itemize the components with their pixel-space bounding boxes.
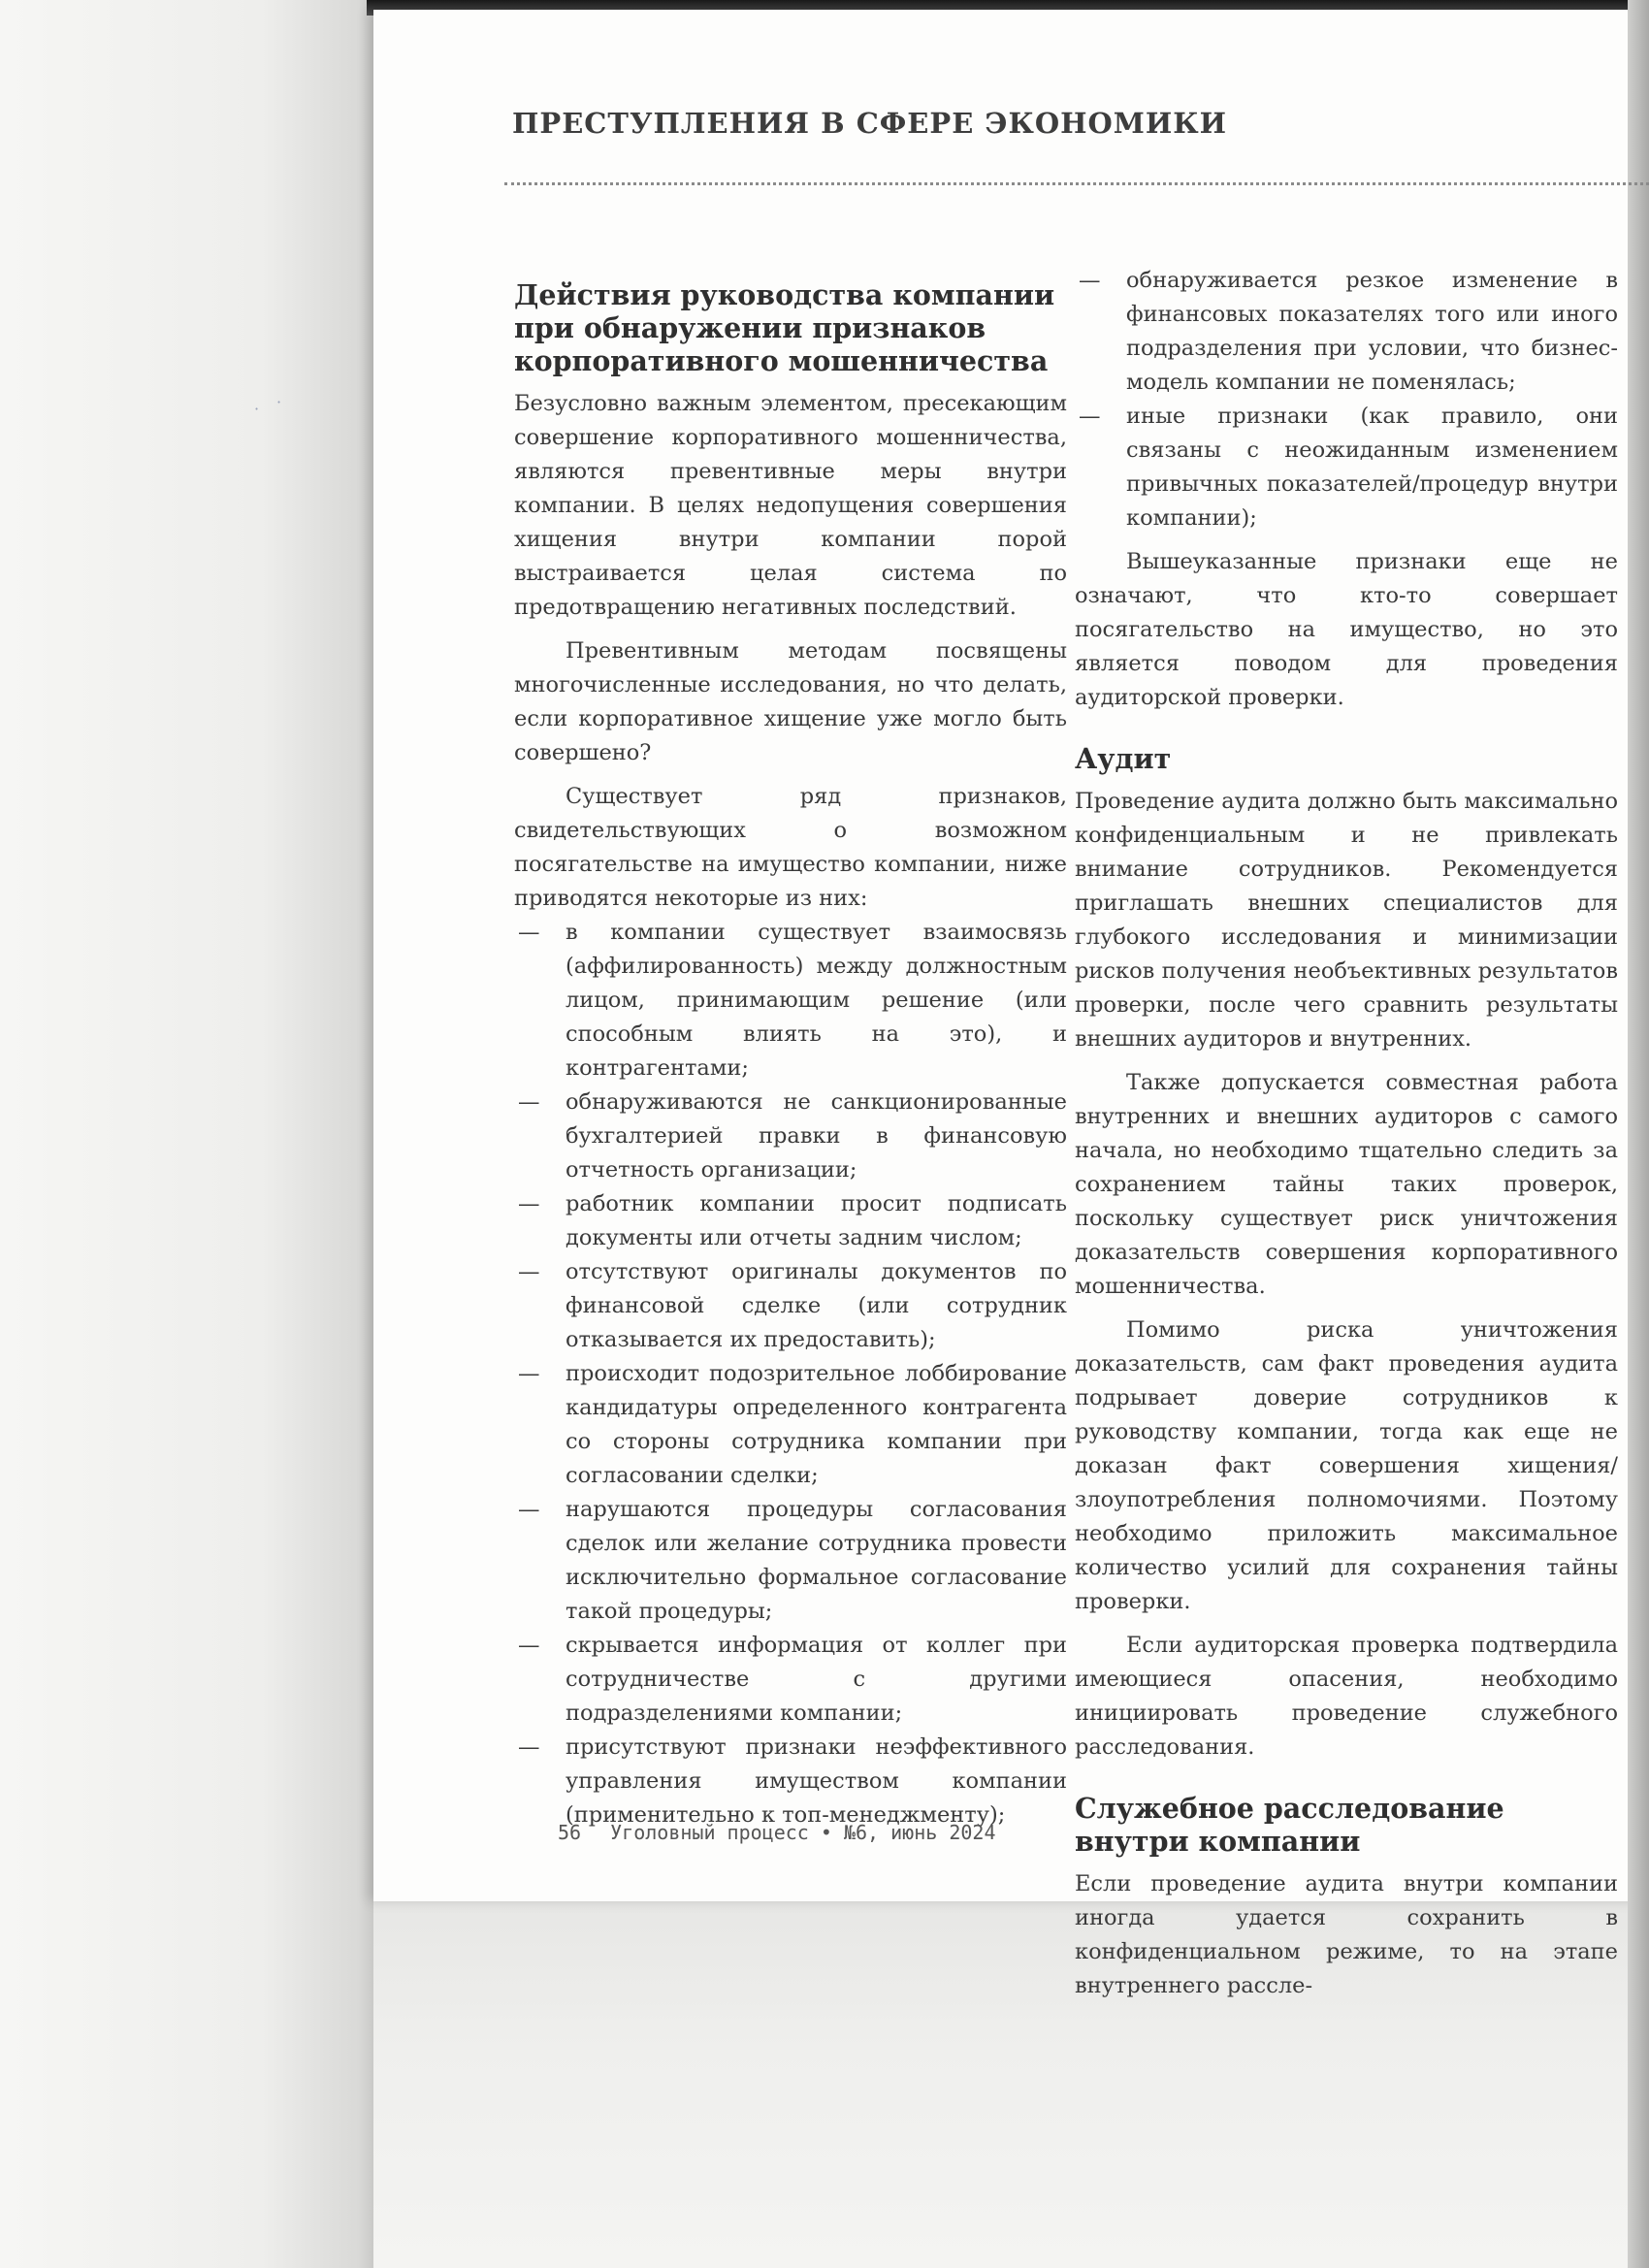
- dash-bullet: —: [1079, 268, 1101, 293]
- paragraph: Также допускается совместная работа внутренних и внешних аудиторов с самого начала, но необходимо тщательно следить за сохранением тайны таких проверок, поскольку существует риск уничтожения доказательств совершения корпоративного мошенничества.: [1075, 1070, 1618, 1299]
- list-item: [514, 1731, 1067, 1832]
- list-item-text: обнаруживается резкое изменение в финансовых показателях того или иного подразделения при условии, что бизнес-модель компании не поменялась;: [1126, 268, 1618, 395]
- scan-speck: ·: [276, 393, 282, 411]
- dash-bullet: —: [518, 1734, 540, 1760]
- paragraph: Если проведение аудита внутри компании иногда удается сохранить в конфиденциальном режиме, то на этапе внутреннего рассле-: [1075, 1871, 1618, 1998]
- list-item-text: скрывается информация от коллег при сотрудничестве с другими подразделениями компании;: [566, 1633, 1067, 1726]
- running-head: ПРЕСТУПЛЕНИЯ В СФЕРЕ ЭКОНОМИКИ: [512, 107, 1228, 140]
- list-item: [1075, 400, 1618, 535]
- dash-bullet: —: [518, 1259, 540, 1284]
- dash-bullet: —: [518, 1497, 540, 1522]
- section-heading-investigation: Служебное расследование внутри компании: [1075, 1792, 1504, 1858]
- section-heading-actions: Действия руководства компании при обнаружении признаков корпоративного мошенничества: [514, 278, 1055, 377]
- paragraph: Существует ряд признаков, свидетельствующих о возможном посягательстве на имущество компании, ниже приводятся некоторые из них:: [514, 784, 1067, 911]
- section-heading-audit: Аудит: [1075, 742, 1172, 775]
- scan-right-edge: [1628, 0, 1649, 2268]
- page-number: 56: [558, 1821, 582, 1844]
- list-item: [514, 1493, 1067, 1629]
- list-item-text: иные признаки (как правило, они связаны с неожиданным изменением привычных показателей/процедур внутри компании);: [1126, 404, 1618, 531]
- list-item-text: работник компании просит подписать документы или отчеты задним числом;: [566, 1191, 1067, 1250]
- dash-bullet: —: [518, 1633, 540, 1658]
- list-item-text: нарушаются процедуры согласования сделок или желание сотрудника провести исключительно формальное согласование такой процедуры;: [566, 1497, 1067, 1624]
- list-item: [514, 1085, 1067, 1187]
- list-item-text: в компании существует взаимосвязь (аффилированность) между должностным лицом, принимающим решение (или способным влиять на это), и контрагентами;: [566, 920, 1067, 1081]
- dash-bullet: —: [518, 1191, 540, 1216]
- list-item: [514, 916, 1067, 1085]
- list-item-text: происходит подозрительное лоббирование кандидатуры определенного контрагента со стороны сотрудника компании при согласовании сделки;: [566, 1361, 1067, 1488]
- right-column: [1075, 264, 1618, 2003]
- list-item-text: отсутствуют оригиналы документов по финансовой сделке (или сотрудник отказывается их предоставить);: [566, 1259, 1067, 1352]
- paragraph: Превентивным методам посвящены многочисленные исследования, но что делать, если корпоративное хищение уже могло быть совершено?: [514, 638, 1067, 765]
- list-item-text: обнаруживаются не санкционированные бухгалтерией правки в финансовую отчетность организации;: [566, 1089, 1067, 1183]
- dash-bullet: —: [518, 1361, 540, 1386]
- running-head-rule: [504, 182, 1649, 185]
- page-footer: [558, 1821, 996, 1844]
- dash-bullet: —: [518, 920, 540, 945]
- dash-bullet: —: [518, 1089, 540, 1115]
- list-item: [514, 1629, 1067, 1731]
- list-item-text: присутствуют признаки неэффективного управления имуществом компании (применительно к топ-менеджменту);: [566, 1734, 1067, 1828]
- paragraph: Помимо риска уничтожения доказательств, сам факт проведения аудита подрывает доверие сотрудников к руководству компании, тогда как еще не доказан факт совершения хищения/злоупотребления полномочиями. Поэтому необходимо приложить максимальное количество усилий для сохранения тайны проверки.: [1075, 1317, 1618, 1614]
- spacer: [1075, 715, 1618, 742]
- left-column: [514, 278, 1067, 1832]
- paragraph: Вышеуказанные признаки еще не означают, что кто-то совершает посягательство на имущество, но это является поводом для проведения аудиторской проверки.: [1075, 549, 1618, 710]
- paragraph: Безусловно важным элементом, пресекающим совершение корпоративного мошенничества, являются превентивные меры внутри компании. В целях недопущения совершения хищения внутри компании порой выстраивается целая система по предотвращению негативных последствий.: [514, 391, 1067, 620]
- scan-margin: [0, 0, 373, 2268]
- signs-list: [514, 916, 1067, 1832]
- paragraph: Если аудиторская проверка подтвердила имеющиеся опасения, необходимо инициировать проведение служебного расследования.: [1075, 1633, 1618, 1760]
- list-item: [514, 1255, 1067, 1357]
- list-item: [514, 1357, 1067, 1493]
- journal-info: Уголовный процесс • №6, июнь 2024: [610, 1821, 996, 1844]
- scan-speck: ·: [254, 400, 260, 418]
- spacer: [1075, 1765, 1618, 1792]
- dash-bullet: —: [1079, 404, 1101, 429]
- signs-list-continued: [1075, 264, 1618, 535]
- paragraph: Проведение аудита должно быть максимально конфиденциальным и не привлекать внимание сотрудников. Рекомендуется приглашать внешних специалистов для глубокого исследования и минимизации рисков получения необъективных результатов проверки, после чего сравнить результаты внешних аудиторов и внутренних.: [1075, 789, 1618, 1052]
- list-item: [514, 1187, 1067, 1255]
- list-item: [1075, 264, 1618, 400]
